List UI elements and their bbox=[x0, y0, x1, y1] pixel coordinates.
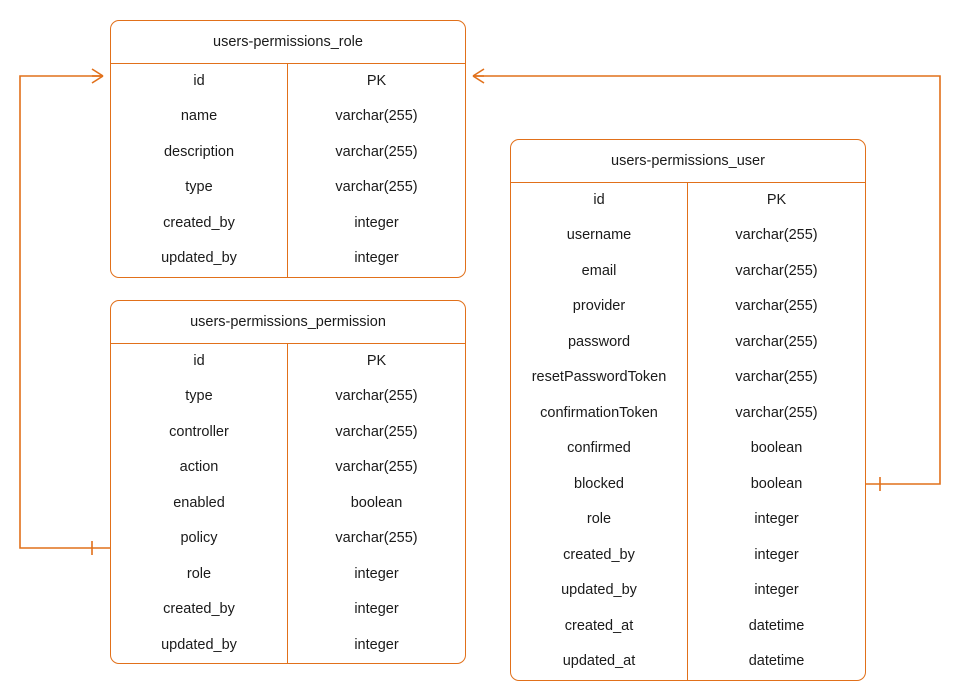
field-type: integer bbox=[354, 214, 399, 231]
field-type: integer bbox=[354, 601, 399, 617]
field-type: boolean bbox=[350, 494, 403, 511]
edge-user-role-crowfoot-top bbox=[473, 69, 484, 76]
field-name: blocked bbox=[511, 467, 688, 503]
table-row[interactable] bbox=[511, 609, 865, 645]
field-type: varchar(255) bbox=[735, 404, 818, 421]
field-type: varchar(255) bbox=[335, 388, 418, 404]
field-name: created_by bbox=[111, 592, 288, 628]
table-row[interactable] bbox=[511, 644, 865, 680]
table-row[interactable] bbox=[511, 325, 865, 361]
table-row[interactable] bbox=[111, 592, 465, 628]
edge-user-role-crowfoot-bottom bbox=[473, 76, 484, 83]
entity-fields bbox=[111, 343, 465, 664]
table-row[interactable] bbox=[111, 521, 465, 557]
field-type: varchar(255) bbox=[735, 227, 818, 243]
table-row[interactable] bbox=[111, 344, 465, 380]
table-row[interactable] bbox=[511, 360, 865, 396]
field-name: name bbox=[111, 99, 288, 135]
table-row[interactable] bbox=[511, 183, 865, 219]
entity-title: users-permissions_user bbox=[611, 153, 765, 169]
table-row[interactable] bbox=[111, 379, 465, 415]
field-name: username bbox=[511, 218, 688, 254]
field-name: created_by bbox=[511, 538, 688, 574]
field-type: varchar(255) bbox=[335, 179, 418, 195]
table-row[interactable] bbox=[511, 538, 865, 574]
table-row[interactable] bbox=[111, 135, 465, 171]
field-type: varchar(255) bbox=[735, 298, 818, 314]
table-row[interactable] bbox=[511, 254, 865, 290]
table-row[interactable] bbox=[111, 486, 465, 522]
table-row[interactable] bbox=[511, 396, 865, 432]
field-type: boolean bbox=[750, 440, 803, 456]
field-name: created_by bbox=[111, 206, 288, 242]
field-type: integer bbox=[354, 636, 399, 653]
field-name: role bbox=[111, 557, 288, 593]
field-type: integer bbox=[754, 582, 799, 598]
table-row[interactable] bbox=[511, 289, 865, 325]
field-name: updated_by bbox=[111, 628, 288, 664]
entity-title: users-permissions_role bbox=[213, 34, 363, 50]
field-name: controller bbox=[111, 415, 288, 451]
table-row[interactable] bbox=[511, 467, 865, 503]
entity-fields bbox=[111, 63, 465, 277]
table-row[interactable] bbox=[111, 206, 465, 242]
table-row[interactable] bbox=[111, 450, 465, 486]
entity-users-permissions_permission[interactable] bbox=[110, 300, 466, 664]
field-type: varchar(255) bbox=[335, 423, 418, 440]
field-type: boolean bbox=[750, 475, 803, 492]
field-type: PK bbox=[366, 352, 387, 369]
table-row[interactable] bbox=[511, 218, 865, 254]
field-name: id bbox=[111, 64, 288, 100]
table-row[interactable] bbox=[511, 573, 865, 609]
field-name: provider bbox=[511, 289, 688, 325]
field-name: type bbox=[111, 379, 288, 415]
field-name: confirmed bbox=[511, 431, 688, 467]
field-name: id bbox=[111, 344, 288, 380]
field-type: datetime bbox=[748, 617, 805, 634]
edge-permission-role-crowfoot-bottom bbox=[92, 76, 103, 83]
field-name: enabled bbox=[111, 486, 288, 522]
field-type: integer bbox=[354, 565, 399, 582]
table-row[interactable] bbox=[111, 170, 465, 206]
field-name: role bbox=[511, 502, 688, 538]
table-row[interactable] bbox=[111, 415, 465, 451]
field-name: type bbox=[111, 170, 288, 206]
field-type: PK bbox=[366, 72, 387, 89]
field-type: PK bbox=[766, 191, 787, 208]
table-row[interactable] bbox=[111, 99, 465, 135]
field-name: id bbox=[511, 183, 688, 219]
edge-permission-role bbox=[20, 76, 110, 548]
field-name: created_at bbox=[511, 609, 688, 645]
field-type: datetime bbox=[748, 653, 805, 669]
field-type: varchar(255) bbox=[735, 369, 818, 385]
field-name: updated_at bbox=[511, 644, 688, 680]
table-row[interactable] bbox=[111, 64, 465, 100]
field-name: action bbox=[111, 450, 288, 486]
field-type: varchar(255) bbox=[735, 333, 818, 350]
field-type: varchar(255) bbox=[735, 262, 818, 279]
field-type: integer bbox=[354, 250, 399, 266]
field-type: integer bbox=[754, 511, 799, 527]
table-row[interactable] bbox=[111, 557, 465, 593]
field-name: updated_by bbox=[511, 573, 688, 609]
field-name: password bbox=[511, 325, 688, 361]
field-type: varchar(255) bbox=[335, 459, 418, 475]
entity-title: users-permissions_permission bbox=[190, 314, 386, 330]
table-row[interactable] bbox=[511, 431, 865, 467]
edge-permission-role-crowfoot-top bbox=[92, 69, 103, 76]
field-type: varchar(255) bbox=[335, 143, 418, 160]
entity-users-permissions_user[interactable] bbox=[510, 139, 866, 681]
field-name: confirmationToken bbox=[511, 396, 688, 432]
table-row[interactable] bbox=[511, 502, 865, 538]
field-name: email bbox=[511, 254, 688, 290]
field-name: resetPasswordToken bbox=[511, 360, 688, 396]
entity-users-permissions_role[interactable] bbox=[110, 20, 466, 278]
entity-fields bbox=[511, 182, 865, 680]
field-name: description bbox=[111, 135, 288, 171]
field-name: policy bbox=[111, 521, 288, 557]
field-type: varchar(255) bbox=[335, 108, 418, 124]
field-type: varchar(255) bbox=[335, 530, 418, 546]
field-name: updated_by bbox=[111, 241, 288, 277]
field-type: integer bbox=[754, 546, 799, 563]
table-row[interactable] bbox=[111, 241, 465, 277]
table-row[interactable] bbox=[111, 628, 465, 664]
